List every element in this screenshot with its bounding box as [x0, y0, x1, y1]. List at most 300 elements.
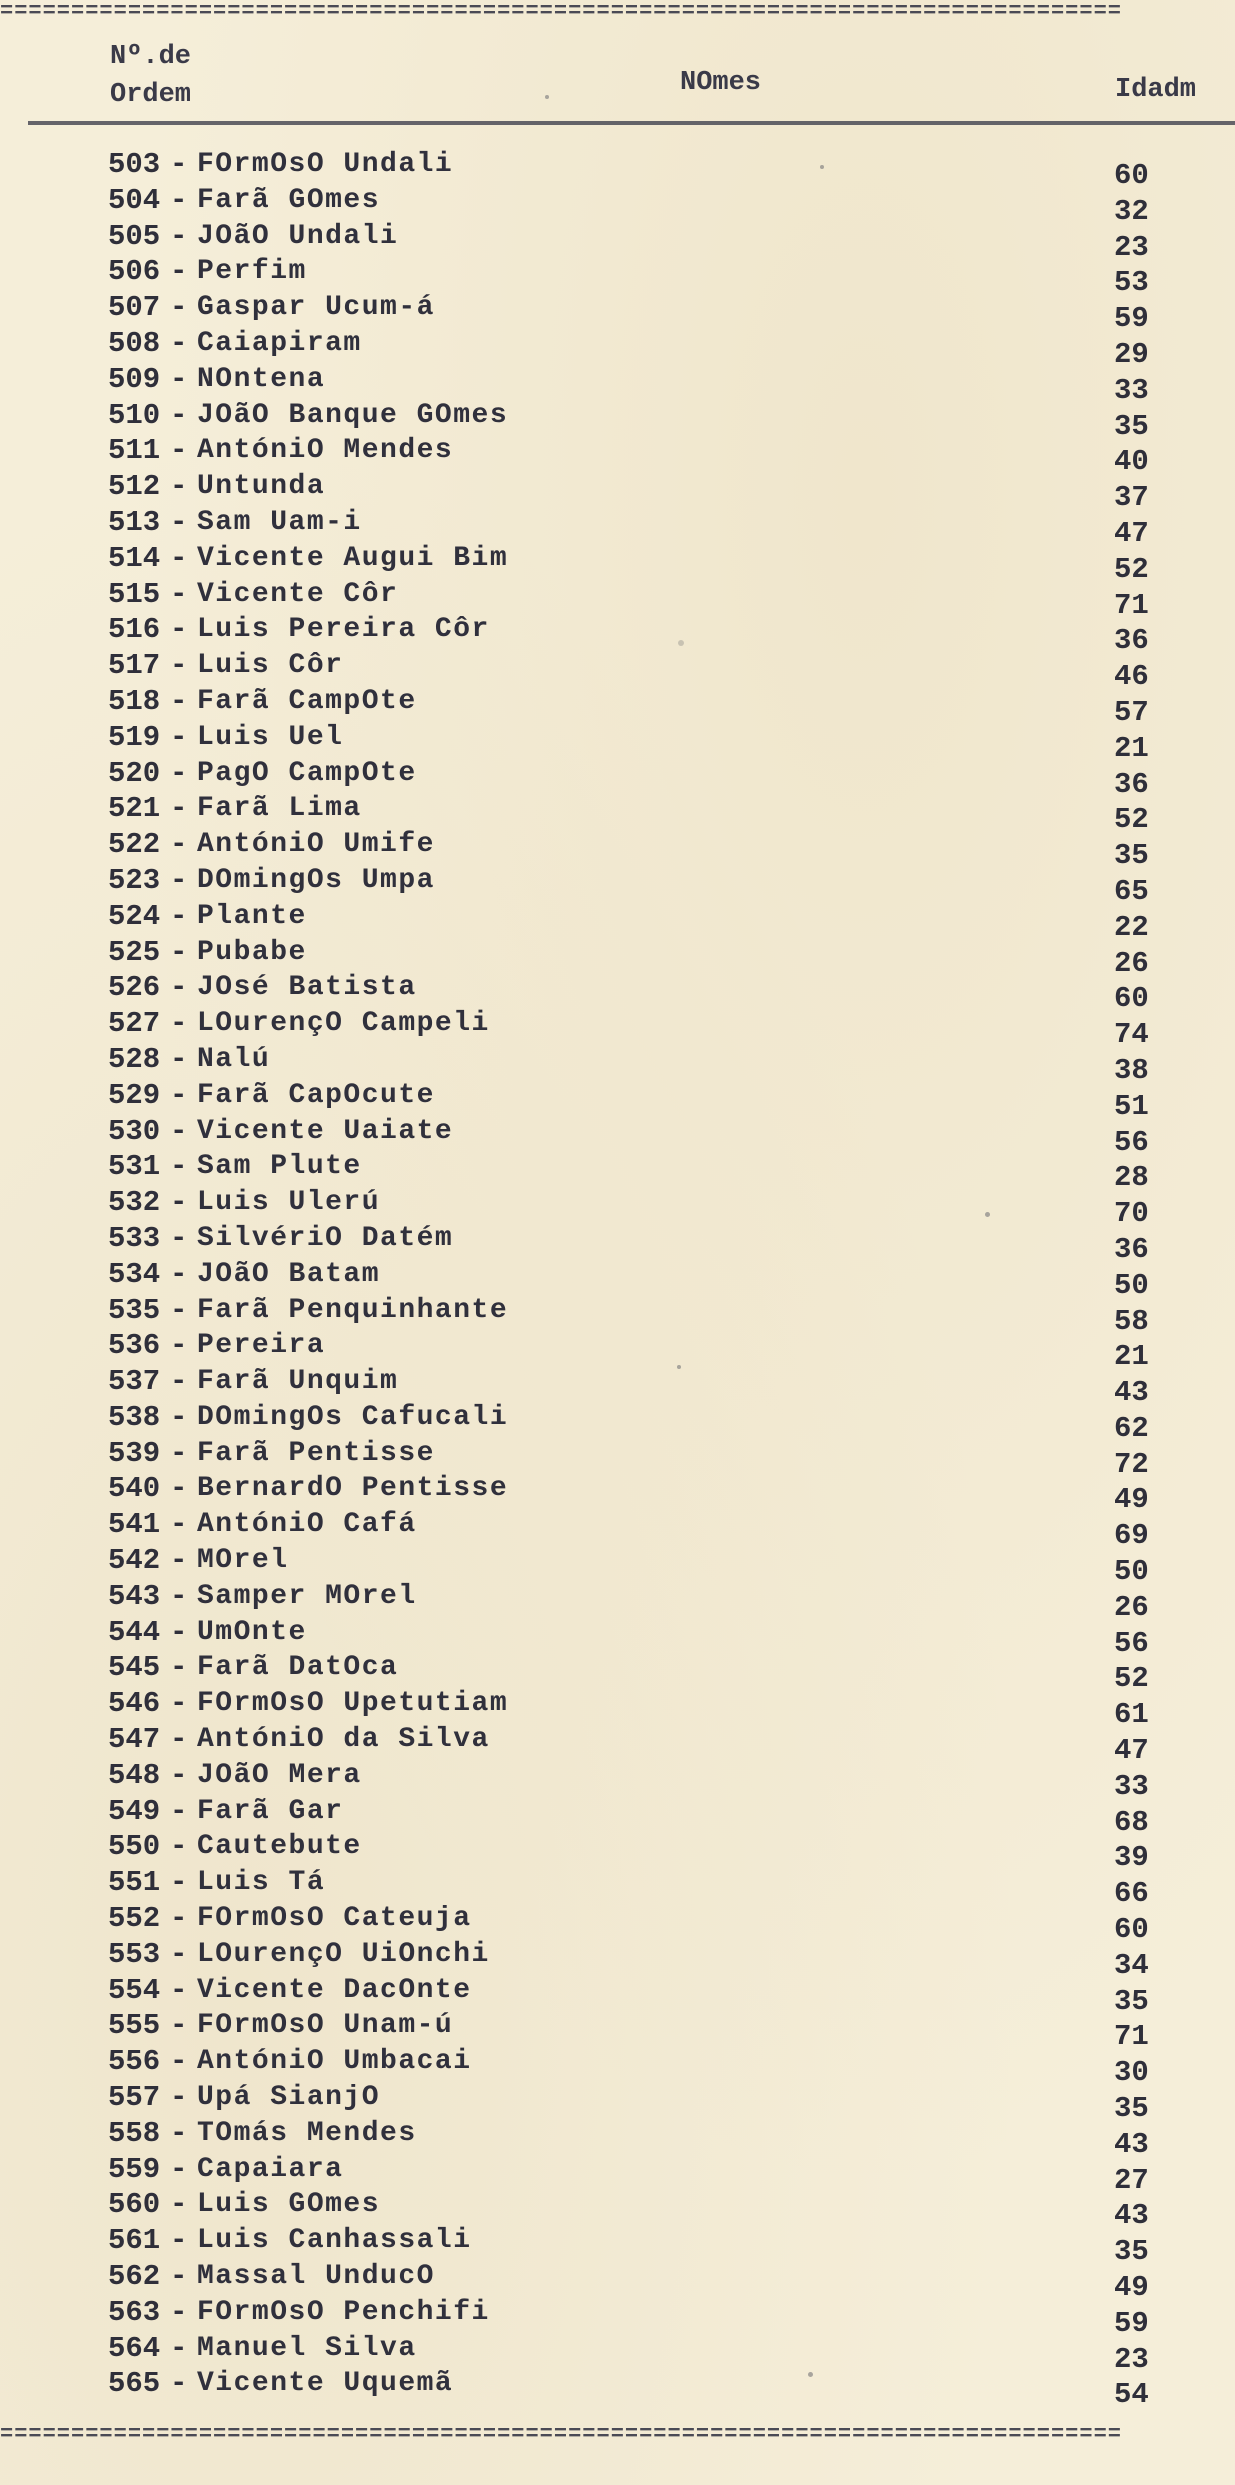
entry-number: 529 — [108, 1078, 161, 1112]
entry-dash: - — [170, 219, 188, 253]
entry-age: 26 — [1114, 1590, 1149, 1624]
entry-age: 60 — [1114, 159, 1149, 192]
entry-age: 51 — [1114, 1089, 1149, 1123]
entry-number: 541 — [108, 1508, 161, 1542]
list-item — [0, 1508, 1235, 1553]
list-item — [0, 2188, 1235, 2233]
entry-age: 21 — [1114, 731, 1149, 765]
list-item — [0, 1007, 1235, 1052]
entry-name: Sam Uam-i — [197, 506, 362, 538]
list-item — [0, 863, 1235, 908]
entry-name: Pereira — [197, 1330, 326, 1362]
entry-dash: - — [170, 1007, 188, 1041]
entry-age: 58 — [1114, 1304, 1149, 1338]
entry-age: 65 — [1114, 874, 1149, 908]
entry-age: 43 — [1114, 2127, 1149, 2161]
entry-dash: - — [170, 291, 188, 325]
entry-name: Luis Uel — [197, 721, 344, 753]
list-item — [0, 2224, 1235, 2269]
entry-age: 74 — [1114, 1018, 1149, 1052]
entry-name: SilvériO Datém — [197, 1222, 454, 1254]
list-item — [0, 505, 1235, 550]
entry-number: 563 — [108, 2295, 161, 2329]
entry-age: 33 — [1114, 373, 1149, 407]
entry-age: 36 — [1114, 1232, 1149, 1266]
entry-dash: - — [170, 1186, 188, 1220]
entry-dash: - — [170, 1544, 188, 1578]
list-item — [0, 470, 1235, 515]
entry-name: UmOnte — [197, 1616, 307, 1648]
entry-dash: - — [170, 863, 188, 897]
entry-age: 52 — [1114, 552, 1149, 586]
entry-name: FOrmOsO Penchifi — [197, 2296, 490, 2328]
top-rule: =============================================================================== — [0, 2, 1122, 22]
entry-number: 554 — [108, 1973, 161, 2007]
list-item — [0, 541, 1235, 586]
entry-dash: - — [170, 1866, 188, 1900]
entry-dash: - — [170, 148, 188, 181]
entry-name: Farã Pentisse — [197, 1437, 435, 1469]
entry-age: 30 — [1114, 2056, 1149, 2090]
entry-number: 527 — [108, 1007, 161, 1041]
entry-dash: - — [170, 792, 188, 826]
entry-number: 545 — [108, 1651, 161, 1685]
entry-dash: - — [170, 326, 188, 360]
entry-age: 71 — [1114, 2020, 1149, 2054]
entry-dash: - — [170, 1221, 188, 1255]
entry-age: 54 — [1114, 2378, 1149, 2412]
entry-number: 560 — [108, 2188, 161, 2222]
list-item — [0, 1150, 1235, 1195]
entry-dash: - — [170, 649, 188, 683]
list-item — [0, 1042, 1235, 1087]
entry-age: 43 — [1114, 2199, 1149, 2233]
entry-name: Farã Unquim — [197, 1366, 399, 1398]
list-item — [0, 1866, 1235, 1911]
entry-name: Luis Pereira Côr — [197, 614, 490, 646]
entry-name: Vicente Uquemã — [197, 2368, 454, 2400]
entry-name: AntóniO Umbacai — [197, 2046, 472, 2078]
list-item — [0, 1723, 1235, 1768]
entry-dash: - — [170, 1508, 188, 1542]
entry-name: TOmás Mendes — [197, 2117, 417, 2149]
entry-dash: - — [170, 2152, 188, 2186]
entry-name: Luis Canhassali — [197, 2225, 472, 2257]
bottom-rule: =============================================================================== — [0, 2425, 1122, 2445]
entry-age: 43 — [1114, 1376, 1149, 1410]
entry-name: Upá SianjO — [197, 2082, 381, 2114]
list-item — [0, 935, 1235, 980]
entry-dash: - — [170, 1365, 188, 1399]
entry-number: 519 — [108, 720, 161, 754]
entry-dash: - — [170, 1293, 188, 1327]
entry-number: 509 — [108, 362, 161, 396]
list-item — [0, 720, 1235, 765]
entry-name: PagO CampOte — [197, 757, 417, 789]
list-item — [0, 1257, 1235, 1302]
entry-age: 62 — [1114, 1411, 1149, 1445]
entry-number: 546 — [108, 1687, 161, 1721]
entry-name: Farã Lima — [197, 793, 362, 825]
list-item — [0, 2045, 1235, 2090]
entry-name: Massal UnducO — [197, 2261, 435, 2293]
list-item — [0, 1830, 1235, 1875]
entry-number: 517 — [108, 649, 161, 683]
entry-number: 565 — [108, 2367, 161, 2401]
list-item — [0, 1651, 1235, 1696]
entry-age: 23 — [1114, 2342, 1149, 2376]
entry-age: 38 — [1114, 1053, 1149, 1087]
entry-name: JOãO Undali — [197, 220, 399, 252]
entry-age: 61 — [1114, 1698, 1149, 1732]
list-item — [0, 291, 1235, 336]
entry-age: 60 — [1114, 1913, 1149, 1947]
entry-number: 531 — [108, 1150, 161, 1184]
entry-name: Vicente Uaiate — [197, 1115, 454, 1147]
list-item — [0, 1973, 1235, 2018]
entry-number: 557 — [108, 2081, 161, 2115]
entry-number: 551 — [108, 1866, 161, 1900]
entry-dash: - — [170, 971, 188, 1005]
ink-speck — [985, 1212, 990, 1217]
entry-number: 535 — [108, 1293, 161, 1327]
entry-name: Vicente Côr — [197, 578, 399, 610]
entry-age: 70 — [1114, 1197, 1149, 1231]
entry-name: FOrmOsO Undali — [197, 149, 454, 180]
entry-dash: - — [170, 2081, 188, 2115]
entry-name: AntóniO Cafá — [197, 1509, 417, 1541]
entry-dash: - — [170, 1687, 188, 1721]
list-item — [0, 2367, 1235, 2412]
entry-number: 526 — [108, 971, 161, 1005]
header-nomes: NOmes — [680, 68, 762, 98]
entry-number: 530 — [108, 1114, 161, 1148]
list-item — [0, 1293, 1235, 1338]
list-item — [0, 613, 1235, 658]
entry-name: BernardO Pentisse — [197, 1473, 509, 1505]
entry-name: AntóniO da Silva — [197, 1724, 490, 1756]
entry-name: FOrmOsO Upetutiam — [197, 1688, 509, 1720]
entry-dash: - — [170, 505, 188, 539]
entry-number: 514 — [108, 541, 161, 575]
entry-dash: - — [170, 1794, 188, 1828]
entry-dash: - — [170, 1615, 188, 1649]
entry-age: 40 — [1114, 445, 1149, 479]
entry-number: 521 — [108, 792, 161, 826]
list-item — [0, 2152, 1235, 2197]
entry-number: 547 — [108, 1723, 161, 1757]
header-ordem-line1: Nº.de — [110, 42, 192, 72]
entry-name: Pubabe — [197, 936, 307, 968]
entry-dash: - — [170, 2260, 188, 2294]
list-item — [0, 577, 1235, 622]
entry-number: 525 — [108, 935, 161, 969]
entry-age: 49 — [1114, 2271, 1149, 2305]
entry-name: Samper MOrel — [197, 1580, 417, 1612]
entry-dash: - — [170, 1723, 188, 1757]
entry-dash: - — [170, 1400, 188, 1434]
entry-number: 543 — [108, 1579, 161, 1613]
entry-number: 562 — [108, 2260, 161, 2294]
entry-name: Farã CampOte — [197, 685, 417, 717]
entry-number: 537 — [108, 1365, 161, 1399]
entry-dash: - — [170, 1973, 188, 2007]
entry-dash: - — [170, 1937, 188, 1971]
entry-age: 32 — [1114, 194, 1149, 228]
entry-age: 53 — [1114, 266, 1149, 300]
list-item — [0, 1329, 1235, 1374]
entry-dash: - — [170, 2295, 188, 2329]
entry-number: 513 — [108, 505, 161, 539]
entry-name: FOrmOsO Cateuja — [197, 1903, 472, 1935]
entry-name: Sam Plute — [197, 1151, 362, 1183]
entry-number: 536 — [108, 1329, 161, 1363]
entry-name: Manuel Silva — [197, 2332, 417, 2364]
entry-age: 60 — [1114, 982, 1149, 1016]
entry-dash: - — [170, 1651, 188, 1685]
list-item — [0, 1579, 1235, 1624]
list-item — [0, 1937, 1235, 1982]
entry-age: 26 — [1114, 946, 1149, 980]
list-item — [0, 434, 1235, 479]
entry-name: NOntena — [197, 363, 326, 395]
list-item — [0, 971, 1235, 1016]
list-item — [0, 148, 1235, 192]
entry-age: 28 — [1114, 1161, 1149, 1195]
entry-age: 59 — [1114, 302, 1149, 336]
entry-number: 516 — [108, 613, 161, 647]
entry-name: AntóniO Mendes — [197, 435, 454, 467]
entry-dash: - — [170, 1078, 188, 1112]
entry-name: Caiapiram — [197, 327, 362, 359]
list-item — [0, 1472, 1235, 1517]
list-item — [0, 684, 1235, 729]
entry-dash: - — [170, 577, 188, 611]
entry-number: 515 — [108, 577, 161, 611]
entry-dash: - — [170, 684, 188, 718]
entry-dash: - — [170, 1329, 188, 1363]
entry-name: Capaiara — [197, 2153, 344, 2185]
ink-speck — [808, 2372, 813, 2377]
entry-age: 36 — [1114, 624, 1149, 658]
entry-dash: - — [170, 828, 188, 862]
entry-name: AntóniO Umife — [197, 829, 435, 861]
list-item — [0, 792, 1235, 837]
entry-name: JOsé Batista — [197, 972, 417, 1004]
entry-name: DOmingOs Umpa — [197, 864, 435, 896]
list-item — [0, 1114, 1235, 1159]
entry-name: Luis Côr — [197, 650, 344, 682]
entry-number: 532 — [108, 1186, 161, 1220]
entry-dash: - — [170, 434, 188, 468]
entry-dash: - — [170, 899, 188, 933]
entry-age: 56 — [1114, 1125, 1149, 1159]
list-item — [0, 1902, 1235, 1947]
entry-number: 523 — [108, 863, 161, 897]
list-item — [0, 756, 1235, 801]
entry-number: 555 — [108, 2009, 161, 2043]
entry-age: 35 — [1114, 1984, 1149, 2018]
entry-number: 549 — [108, 1794, 161, 1828]
entry-number: 548 — [108, 1758, 161, 1792]
entry-dash: - — [170, 2224, 188, 2258]
entry-number: 558 — [108, 2116, 161, 2150]
entry-dash: - — [170, 2116, 188, 2150]
entry-name: FOrmOsO Unam-ú — [197, 2010, 454, 2042]
entry-dash: - — [170, 1902, 188, 1936]
list-item — [0, 2081, 1235, 2126]
entry-number: 505 — [108, 219, 161, 253]
entry-age: 21 — [1114, 1340, 1149, 1374]
entry-age: 34 — [1114, 1948, 1149, 1982]
entry-dash: - — [170, 2188, 188, 2222]
entry-number: 538 — [108, 1400, 161, 1434]
entry-age: 68 — [1114, 1805, 1149, 1839]
entry-number: 544 — [108, 1615, 161, 1649]
entry-age: 39 — [1114, 1841, 1149, 1875]
entry-name: Perfim — [197, 256, 307, 288]
entry-dash: - — [170, 541, 188, 575]
list-item — [0, 1186, 1235, 1231]
list-item — [0, 2116, 1235, 2161]
list-item — [0, 2295, 1235, 2340]
entry-name: Untunda — [197, 471, 326, 503]
entry-age: 36 — [1114, 767, 1149, 801]
entry-age: 33 — [1114, 1769, 1149, 1803]
entry-number: 511 — [108, 434, 161, 468]
entry-dash: - — [170, 613, 188, 647]
entry-age: 35 — [1114, 839, 1149, 873]
entry-age: 46 — [1114, 660, 1149, 694]
entry-dash: - — [170, 1472, 188, 1506]
entry-number: 528 — [108, 1042, 161, 1076]
entry-number: 534 — [108, 1257, 161, 1291]
list-item — [0, 1687, 1235, 1732]
entry-age: 37 — [1114, 481, 1149, 515]
list-item — [0, 1221, 1235, 1266]
entry-age: 49 — [1114, 1483, 1149, 1517]
entry-number: 518 — [108, 684, 161, 718]
entry-number: 561 — [108, 2224, 161, 2258]
entry-dash: - — [170, 1150, 188, 1184]
entry-name: LOurençO UiOnchi — [197, 1938, 490, 1970]
entry-number: 508 — [108, 326, 161, 360]
list-item — [0, 1794, 1235, 1839]
entry-dash: - — [170, 1114, 188, 1148]
list-item — [0, 1400, 1235, 1445]
entry-name: Cautebute — [197, 1831, 362, 1863]
header-ordem-line2: Ordem — [110, 80, 192, 110]
entry-dash: - — [170, 1042, 188, 1076]
entry-name: Farã Gar — [197, 1795, 344, 1827]
entry-name: Farã Penquinhante — [197, 1294, 509, 1326]
entry-name: Farã DatOca — [197, 1652, 399, 1684]
entry-number: 564 — [108, 2331, 161, 2365]
entry-age: 72 — [1114, 1447, 1149, 1481]
entry-number: 522 — [108, 828, 161, 862]
entry-name: MOrel — [197, 1545, 289, 1577]
list-item — [0, 398, 1235, 443]
entry-dash: - — [170, 362, 188, 396]
entry-name: Gaspar Ucum-á — [197, 292, 435, 324]
entry-age: 52 — [1114, 803, 1149, 837]
entry-dash: - — [170, 1436, 188, 1470]
entry-number: 559 — [108, 2152, 161, 2186]
entry-number: 510 — [108, 398, 161, 432]
entry-age: 59 — [1114, 2306, 1149, 2340]
entry-number: 552 — [108, 1902, 161, 1936]
entry-number: 539 — [108, 1436, 161, 1470]
header-divider — [28, 121, 1235, 125]
list-item — [0, 1615, 1235, 1660]
list-item — [0, 183, 1235, 228]
list-item — [0, 899, 1235, 944]
list-item — [0, 2009, 1235, 2054]
entry-number: 553 — [108, 1937, 161, 1971]
list-item — [0, 828, 1235, 873]
entry-age: 50 — [1114, 1555, 1149, 1589]
entry-age: 52 — [1114, 1662, 1149, 1696]
entry-number: 524 — [108, 899, 161, 933]
entry-age: 50 — [1114, 1268, 1149, 1302]
list-item — [0, 1365, 1235, 1410]
entry-number: 556 — [108, 2045, 161, 2079]
list-item — [0, 326, 1235, 371]
entry-name: Luis Tá — [197, 1867, 326, 1899]
entry-dash: - — [170, 1758, 188, 1792]
entry-number: 533 — [108, 1221, 161, 1255]
entry-number: 550 — [108, 1830, 161, 1864]
entry-name: Nalú — [197, 1043, 271, 1075]
entry-age: 35 — [1114, 2092, 1149, 2126]
entry-name: JOãO Mera — [197, 1759, 362, 1791]
entry-name: Plante — [197, 900, 307, 932]
entry-age: 35 — [1114, 2235, 1149, 2269]
entry-number: 520 — [108, 756, 161, 790]
entry-number: 512 — [108, 470, 161, 504]
entry-name: Farã GOmes — [197, 184, 381, 216]
entry-name: Luis Ulerú — [197, 1187, 381, 1219]
list-item — [0, 1078, 1235, 1123]
entry-dash: - — [170, 470, 188, 504]
entry-number: 507 — [108, 291, 161, 325]
entry-dash: - — [170, 756, 188, 790]
entry-dash: - — [170, 935, 188, 969]
entry-dash: - — [170, 398, 188, 432]
list-item — [0, 255, 1235, 300]
entry-age: 47 — [1114, 516, 1149, 550]
entry-dash: - — [170, 2045, 188, 2079]
list-item — [0, 1436, 1235, 1481]
entry-dash: - — [170, 255, 188, 289]
entry-age: 22 — [1114, 910, 1149, 944]
entry-number: 504 — [108, 183, 161, 217]
entry-age: 23 — [1114, 230, 1149, 264]
entry-name: DOmingOs Cafucali — [197, 1401, 509, 1433]
entry-number: 506 — [108, 255, 161, 289]
entry-age: 71 — [1114, 588, 1149, 622]
entry-age: 57 — [1114, 695, 1149, 729]
header-idade: Idadm — [1115, 75, 1197, 105]
entry-name: LOurençO Campeli — [197, 1008, 490, 1040]
list-item — [0, 362, 1235, 407]
entry-age: 56 — [1114, 1626, 1149, 1660]
list-item — [0, 219, 1235, 264]
entry-dash: - — [170, 1579, 188, 1613]
ink-speck — [678, 640, 684, 646]
entry-age: 29 — [1114, 337, 1149, 371]
entry-age: 69 — [1114, 1519, 1149, 1553]
